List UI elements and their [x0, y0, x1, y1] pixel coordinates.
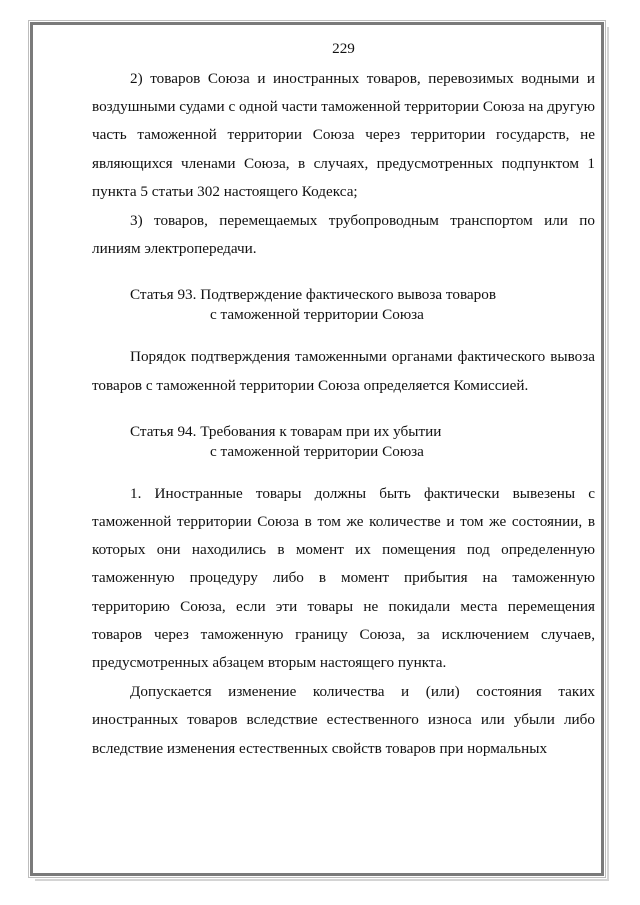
spacer: [92, 400, 595, 422]
paragraph-item-3: 3) товаров, перемещаемых трубопроводным транспортом или по линиям электропередачи.: [92, 212, 595, 258]
spacer: [92, 462, 595, 480]
article-94-paragraph-2: Допускается изменение количества и (или) состояния таких иностранных товаров вследствие естественного износа или убыли либо вследствие изменения естественных свойств товаров при нормальных: [92, 683, 595, 757]
paragraph-item-2: 2) товаров Союза и иностранных товаров, перевозимых водными и воздушными судами с одной части таможенной территории Союза на другую часть таможенной территории Союза через территории государств, не являющихся членами Союза, в случаях, предусмотренных подпунктом 1 пункта 5 статьи 302 настоящего Кодекса;: [92, 70, 595, 200]
document-page: [92, 36, 595, 763]
article-94-heading: [92, 422, 595, 462]
article-93-title-line1: Статья 93. Подтверждение фактического вывоза товаров: [130, 286, 497, 304]
article-94-title-line1: Статья 94. Требования к товарам при их убытии: [130, 422, 442, 440]
article-93-heading: [92, 285, 595, 325]
spacer: [92, 263, 595, 285]
article-94-title-line2: с таможенной территории Союза: [210, 442, 424, 460]
article-93-title-line2: с таможенной территории Союза: [210, 306, 424, 324]
article-94-paragraph-1: 1. Иностранные товары должны быть фактически вывезены с таможенной территории Союза в том же количестве и том же состоянии, в которых они находились в момент их помещения под определенную таможенную процедуру либо в момент прибытия на таможенную территорию Союза, если эти товары не покидали места перемещения товаров через таможенную границу Союза, за исключением случаев, предусмотренных абзацем вторым настоящего пункта.: [92, 484, 595, 672]
page-number: 229: [332, 40, 355, 57]
spacer: [92, 325, 595, 343]
article-93-text: Порядок подтверждения таможенными органами фактического вывоза товаров с таможенной территории Союза определяется Комиссией.: [92, 348, 595, 394]
